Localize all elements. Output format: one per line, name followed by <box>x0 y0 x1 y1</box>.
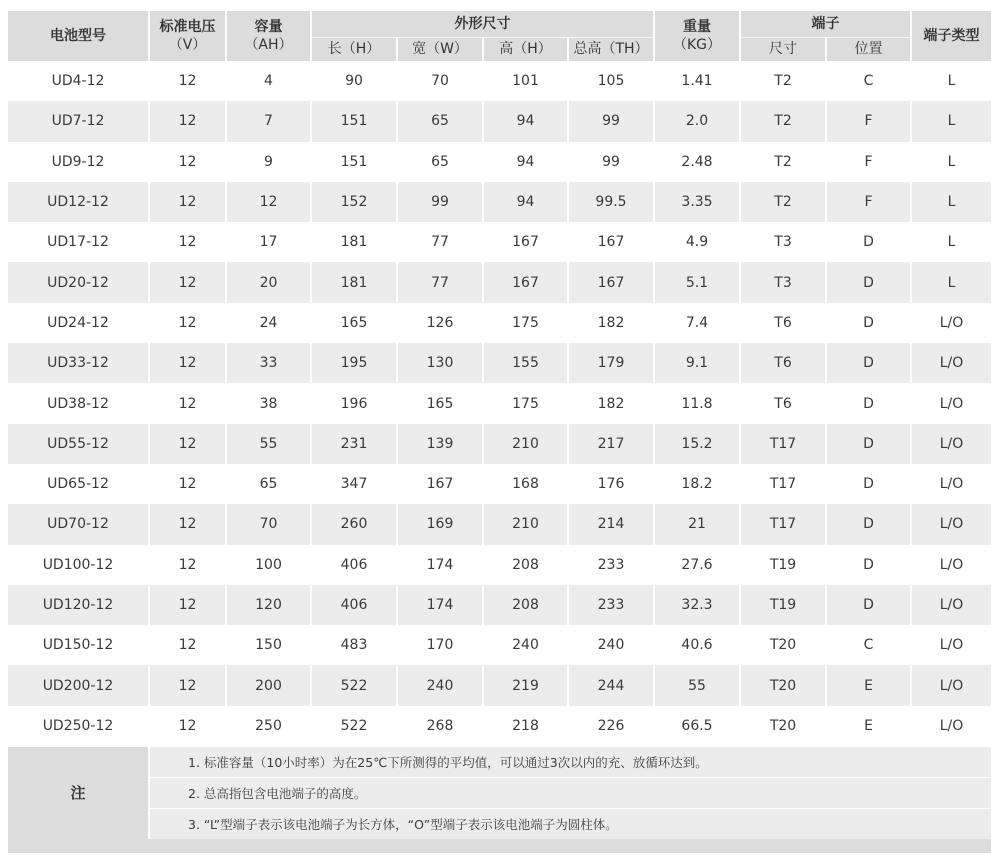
cell-capacity: 150 <box>226 625 311 665</box>
cell-height: 210 <box>483 424 568 464</box>
cell-length: 522 <box>311 665 397 705</box>
cell-terminal-size: T17 <box>740 464 826 504</box>
header-terminal-type: 端子类型 <box>911 11 992 61</box>
note-row <box>8 746 992 777</box>
footer-bar <box>8 839 992 853</box>
cell-weight: 1.41 <box>654 61 740 101</box>
cell-model: UD65-12 <box>8 464 149 504</box>
note-row <box>8 777 992 808</box>
cell-total-height: 217 <box>568 424 654 464</box>
cell-length: 152 <box>311 182 397 222</box>
cell-terminal-type: L/O <box>911 706 992 746</box>
cell-terminal-size: T19 <box>740 585 826 625</box>
cell-voltage: 12 <box>149 464 226 504</box>
cell-terminal-size: T19 <box>740 545 826 585</box>
cell-length: 165 <box>311 303 397 343</box>
cell-terminal-size: T3 <box>740 262 826 302</box>
cell-width: 165 <box>397 383 483 423</box>
cell-terminal-position: C <box>826 61 911 101</box>
cell-height: 240 <box>483 625 568 665</box>
cell-terminal-size: T3 <box>740 222 826 262</box>
cell-height: 167 <box>483 222 568 262</box>
cell-capacity: 200 <box>226 665 311 705</box>
cell-model: UD7-12 <box>8 101 149 141</box>
table-row <box>8 142 992 182</box>
cell-length: 347 <box>311 464 397 504</box>
cell-capacity: 70 <box>226 504 311 544</box>
cell-length: 406 <box>311 545 397 585</box>
cell-capacity: 7 <box>226 101 311 141</box>
note-row <box>8 808 992 839</box>
cell-voltage: 12 <box>149 101 226 141</box>
cell-terminal-size: T20 <box>740 706 826 746</box>
cell-capacity: 17 <box>226 222 311 262</box>
cell-weight: 55 <box>654 665 740 705</box>
cell-height: 94 <box>483 101 568 141</box>
cell-total-height: 214 <box>568 504 654 544</box>
cell-voltage: 12 <box>149 383 226 423</box>
header-terminal: 端子 <box>740 11 911 37</box>
cell-height: 208 <box>483 585 568 625</box>
cell-terminal-size: T6 <box>740 343 826 383</box>
cell-voltage: 12 <box>149 545 226 585</box>
cell-total-height: 244 <box>568 665 654 705</box>
cell-height: 175 <box>483 383 568 423</box>
cell-total-height: 167 <box>568 262 654 302</box>
table-row <box>8 706 992 746</box>
cell-model: UD12-12 <box>8 182 149 222</box>
cell-height: 218 <box>483 706 568 746</box>
cell-model: UD38-12 <box>8 383 149 423</box>
cell-voltage: 12 <box>149 142 226 182</box>
cell-height: 155 <box>483 343 568 383</box>
cell-voltage: 12 <box>149 303 226 343</box>
table-row <box>8 343 992 383</box>
cell-total-height: 167 <box>568 222 654 262</box>
cell-weight: 5.1 <box>654 262 740 302</box>
cell-length: 151 <box>311 101 397 141</box>
cell-total-height: 182 <box>568 383 654 423</box>
cell-total-height: 233 <box>568 545 654 585</box>
cell-voltage: 12 <box>149 424 226 464</box>
header-width: 宽（W） <box>397 37 483 61</box>
table-row <box>8 101 992 141</box>
cell-width: 99 <box>397 182 483 222</box>
cell-capacity: 4 <box>226 61 311 101</box>
cell-weight: 4.9 <box>654 222 740 262</box>
cell-terminal-type: L/O <box>911 424 992 464</box>
table-row <box>8 665 992 705</box>
cell-total-height: 99 <box>568 142 654 182</box>
cell-terminal-size: T2 <box>740 101 826 141</box>
cell-model: UD9-12 <box>8 142 149 182</box>
cell-height: 101 <box>483 61 568 101</box>
cell-weight: 3.35 <box>654 182 740 222</box>
cell-terminal-type: L <box>911 142 992 182</box>
cell-capacity: 20 <box>226 262 311 302</box>
battery-spec-table <box>8 11 993 853</box>
cell-terminal-type: L/O <box>911 343 992 383</box>
cell-terminal-position: D <box>826 343 911 383</box>
cell-length: 522 <box>311 706 397 746</box>
cell-height: 175 <box>483 303 568 343</box>
cell-width: 77 <box>397 262 483 302</box>
cell-length: 483 <box>311 625 397 665</box>
table-row <box>8 625 992 665</box>
cell-weight: 11.8 <box>654 383 740 423</box>
notes-label: 注 <box>8 746 149 839</box>
cell-capacity: 9 <box>226 142 311 182</box>
cell-terminal-size: T2 <box>740 142 826 182</box>
cell-total-height: 99.5 <box>568 182 654 222</box>
cell-width: 170 <box>397 625 483 665</box>
cell-model: UD250-12 <box>8 706 149 746</box>
cell-capacity: 65 <box>226 464 311 504</box>
cell-terminal-position: E <box>826 706 911 746</box>
note-item: 2. 总高指包含电池端子的高度。 <box>149 777 992 808</box>
cell-voltage: 12 <box>149 343 226 383</box>
cell-total-height: 105 <box>568 61 654 101</box>
cell-model: UD20-12 <box>8 262 149 302</box>
cell-width: 169 <box>397 504 483 544</box>
cell-length: 181 <box>311 222 397 262</box>
cell-weight: 40.6 <box>654 625 740 665</box>
cell-weight: 9.1 <box>654 343 740 383</box>
cell-voltage: 12 <box>149 625 226 665</box>
cell-terminal-position: D <box>826 383 911 423</box>
cell-terminal-position: F <box>826 101 911 141</box>
header-dimensions: 外形尺寸 <box>311 11 654 37</box>
cell-weight: 21 <box>654 504 740 544</box>
cell-terminal-type: L <box>911 222 992 262</box>
cell-voltage: 12 <box>149 222 226 262</box>
cell-weight: 2.0 <box>654 101 740 141</box>
cell-terminal-position: D <box>826 424 911 464</box>
table-row <box>8 303 992 343</box>
cell-voltage: 12 <box>149 262 226 302</box>
cell-voltage: 12 <box>149 61 226 101</box>
table-row <box>8 464 992 504</box>
header-weight-unit: （KG） <box>672 37 722 53</box>
cell-width: 126 <box>397 303 483 343</box>
header-capacity <box>226 11 311 61</box>
cell-voltage: 12 <box>149 504 226 544</box>
cell-terminal-size: T2 <box>740 182 826 222</box>
table-footer-bar <box>8 839 992 853</box>
cell-voltage: 12 <box>149 706 226 746</box>
cell-width: 130 <box>397 343 483 383</box>
cell-width: 167 <box>397 464 483 504</box>
cell-width: 174 <box>397 585 483 625</box>
header-terminal-size: 尺寸 <box>740 37 826 61</box>
cell-width: 240 <box>397 665 483 705</box>
header-weight-label: 重量 <box>683 19 711 35</box>
cell-terminal-size: T20 <box>740 665 826 705</box>
cell-length: 195 <box>311 343 397 383</box>
cell-width: 65 <box>397 101 483 141</box>
cell-model: UD33-12 <box>8 343 149 383</box>
table-row <box>8 424 992 464</box>
cell-length: 90 <box>311 61 397 101</box>
header-voltage-label: 标准电压 <box>159 19 216 35</box>
cell-weight: 27.6 <box>654 545 740 585</box>
cell-terminal-position: D <box>826 585 911 625</box>
cell-capacity: 12 <box>226 182 311 222</box>
cell-width: 70 <box>397 61 483 101</box>
note-item: 3. “L”型端子表示该电池端子为长方体，“O”型端子表示该电池端子为圆柱体。 <box>149 808 992 839</box>
table-row <box>8 262 992 302</box>
cell-terminal-size: T20 <box>740 625 826 665</box>
cell-model: UD24-12 <box>8 303 149 343</box>
cell-width: 139 <box>397 424 483 464</box>
cell-model: UD150-12 <box>8 625 149 665</box>
cell-terminal-position: D <box>826 464 911 504</box>
cell-total-height: 233 <box>568 585 654 625</box>
cell-terminal-type: L <box>911 61 992 101</box>
cell-capacity: 250 <box>226 706 311 746</box>
header-row-1 <box>8 11 992 37</box>
cell-weight: 66.5 <box>654 706 740 746</box>
cell-terminal-position: F <box>826 142 911 182</box>
header-terminal-position: 位置 <box>826 37 911 61</box>
cell-model: UD55-12 <box>8 424 149 464</box>
header-voltage-unit: （V） <box>168 37 207 53</box>
cell-length: 151 <box>311 142 397 182</box>
cell-terminal-position: D <box>826 222 911 262</box>
cell-length: 406 <box>311 585 397 625</box>
cell-terminal-position: D <box>826 504 911 544</box>
cell-weight: 2.48 <box>654 142 740 182</box>
cell-width: 268 <box>397 706 483 746</box>
cell-length: 231 <box>311 424 397 464</box>
cell-weight: 18.2 <box>654 464 740 504</box>
header-weight <box>654 11 740 61</box>
cell-terminal-position: E <box>826 665 911 705</box>
table-row <box>8 504 992 544</box>
header-voltage <box>149 11 226 61</box>
cell-model: UD200-12 <box>8 665 149 705</box>
cell-model: UD4-12 <box>8 61 149 101</box>
cell-voltage: 12 <box>149 585 226 625</box>
cell-terminal-size: T17 <box>740 424 826 464</box>
header-capacity-unit: （AH） <box>244 37 293 53</box>
cell-total-height: 182 <box>568 303 654 343</box>
cell-capacity: 120 <box>226 585 311 625</box>
cell-terminal-type: L <box>911 262 992 302</box>
cell-model: UD100-12 <box>8 545 149 585</box>
cell-height: 94 <box>483 182 568 222</box>
cell-terminal-type: L/O <box>911 545 992 585</box>
cell-capacity: 55 <box>226 424 311 464</box>
header-length: 长（H） <box>311 37 397 61</box>
cell-terminal-type: L <box>911 101 992 141</box>
cell-total-height: 240 <box>568 625 654 665</box>
table-row <box>8 222 992 262</box>
cell-terminal-position: F <box>826 182 911 222</box>
table-row <box>8 545 992 585</box>
cell-terminal-type: L/O <box>911 665 992 705</box>
cell-height: 168 <box>483 464 568 504</box>
cell-width: 77 <box>397 222 483 262</box>
cell-terminal-type: L/O <box>911 464 992 504</box>
cell-model: UD120-12 <box>8 585 149 625</box>
cell-total-height: 99 <box>568 101 654 141</box>
cell-capacity: 24 <box>226 303 311 343</box>
cell-length: 181 <box>311 262 397 302</box>
cell-terminal-type: L/O <box>911 504 992 544</box>
cell-total-height: 176 <box>568 464 654 504</box>
cell-model: UD70-12 <box>8 504 149 544</box>
header-height: 高（H） <box>483 37 568 61</box>
cell-height: 208 <box>483 545 568 585</box>
cell-total-height: 179 <box>568 343 654 383</box>
cell-terminal-type: L <box>911 182 992 222</box>
cell-weight: 15.2 <box>654 424 740 464</box>
table-row <box>8 383 992 423</box>
table-row <box>8 585 992 625</box>
cell-total-height: 226 <box>568 706 654 746</box>
cell-terminal-size: T6 <box>740 383 826 423</box>
cell-width: 174 <box>397 545 483 585</box>
cell-terminal-type: L/O <box>911 625 992 665</box>
cell-height: 210 <box>483 504 568 544</box>
cell-height: 167 <box>483 262 568 302</box>
header-total-height: 总高（TH） <box>568 37 654 61</box>
cell-terminal-type: L/O <box>911 585 992 625</box>
cell-capacity: 38 <box>226 383 311 423</box>
table-body <box>8 61 992 746</box>
cell-terminal-size: T17 <box>740 504 826 544</box>
cell-voltage: 12 <box>149 182 226 222</box>
cell-terminal-size: T6 <box>740 303 826 343</box>
notes-section <box>8 746 992 853</box>
cell-height: 219 <box>483 665 568 705</box>
cell-terminal-position: D <box>826 545 911 585</box>
cell-terminal-type: L/O <box>911 303 992 343</box>
cell-length: 196 <box>311 383 397 423</box>
cell-voltage: 12 <box>149 665 226 705</box>
table-row <box>8 61 992 101</box>
table-row <box>8 182 992 222</box>
cell-model: UD17-12 <box>8 222 149 262</box>
cell-height: 94 <box>483 142 568 182</box>
cell-width: 65 <box>397 142 483 182</box>
cell-terminal-position: D <box>826 262 911 302</box>
cell-terminal-type: L/O <box>911 383 992 423</box>
note-item: 1. 标准容量（10小时率）为在25℃下所测得的平均值，可以通过3次以内的充、放循环达到。 <box>149 746 992 777</box>
cell-weight: 7.4 <box>654 303 740 343</box>
cell-terminal-position: C <box>826 625 911 665</box>
cell-terminal-size: T2 <box>740 61 826 101</box>
cell-terminal-position: D <box>826 303 911 343</box>
cell-capacity: 33 <box>226 343 311 383</box>
header-capacity-label: 容量 <box>254 19 283 35</box>
cell-length: 260 <box>311 504 397 544</box>
cell-capacity: 100 <box>226 545 311 585</box>
header-model: 电池型号 <box>8 11 149 61</box>
cell-weight: 32.3 <box>654 585 740 625</box>
